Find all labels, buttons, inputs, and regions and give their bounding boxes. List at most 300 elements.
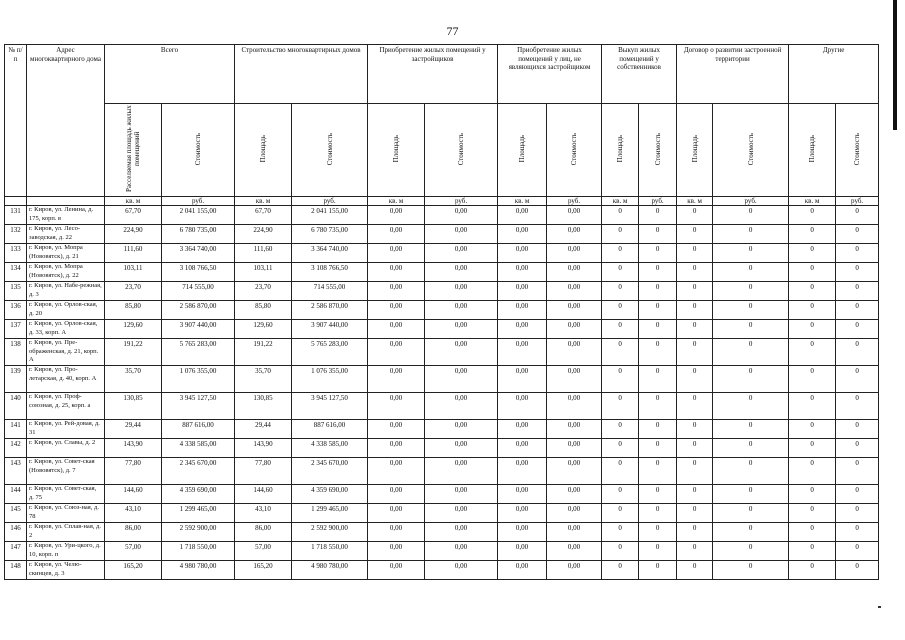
row-value: 3 364 740,00 xyxy=(162,244,235,263)
row-value: 0,00 xyxy=(368,282,425,301)
header-row-groups xyxy=(5,45,879,104)
row-value: 0,00 xyxy=(368,485,425,504)
subheader-cell xyxy=(235,104,292,197)
row-value: 0 xyxy=(639,420,677,439)
row-value: 0 xyxy=(836,420,879,439)
row-value: 0,00 xyxy=(498,420,547,439)
row-value: 0 xyxy=(836,561,879,580)
row-value: 0,00 xyxy=(368,206,425,225)
row-address: г. Киров, ул. Про-летарская, д. 40, корп. А xyxy=(27,366,105,393)
row-value: 224,90 xyxy=(105,225,162,244)
header-group-purchase-others: Приобретение жилых помещений у лиц, не являющихся застройщиком xyxy=(498,45,602,104)
row-value: 0,00 xyxy=(368,225,425,244)
row-value: 35,70 xyxy=(235,366,292,393)
row-value: 57,00 xyxy=(235,542,292,561)
row-value: 0,00 xyxy=(368,393,425,420)
row-value: 0 xyxy=(836,263,879,282)
row-value: 0 xyxy=(836,339,879,366)
unit-label: кв. м xyxy=(235,197,292,206)
row-value: 0 xyxy=(713,244,789,263)
row-value: 0,00 xyxy=(498,225,547,244)
row-value: 0 xyxy=(713,420,789,439)
row-value: 0 xyxy=(836,206,879,225)
subheader-cell xyxy=(368,104,425,197)
row-number: 137 xyxy=(5,320,27,339)
row-value: 0,00 xyxy=(547,366,602,393)
row-address: г. Киров, ул. Сплав-ная, д. 2 xyxy=(27,523,105,542)
table-row xyxy=(5,542,879,561)
row-value: 0,00 xyxy=(547,263,602,282)
row-value: 0,00 xyxy=(498,393,547,420)
table-body xyxy=(5,206,879,580)
row-value: 0 xyxy=(789,225,836,244)
row-value: 0 xyxy=(789,485,836,504)
row-value: 0 xyxy=(639,458,677,485)
row-value: 224,90 xyxy=(235,225,292,244)
row-value: 85,80 xyxy=(105,301,162,320)
row-value: 0 xyxy=(836,366,879,393)
row-value: 0,00 xyxy=(547,561,602,580)
row-value: 0 xyxy=(713,320,789,339)
row-value: 0 xyxy=(677,458,713,485)
row-value: 0 xyxy=(789,393,836,420)
header-group-development-contract: Договор о развитии застроенной территории xyxy=(677,45,789,104)
row-value: 0 xyxy=(836,485,879,504)
scan-speck xyxy=(878,606,881,608)
row-value: 0,00 xyxy=(498,282,547,301)
row-value: 0 xyxy=(789,339,836,366)
row-value: 0 xyxy=(713,393,789,420)
row-value: 0,00 xyxy=(498,439,547,458)
row-value: 0,00 xyxy=(498,504,547,523)
row-value: 0 xyxy=(836,542,879,561)
row-value: 0 xyxy=(639,320,677,339)
row-value: 0 xyxy=(713,366,789,393)
subheader-label: Площадь xyxy=(259,135,268,163)
row-value: 0 xyxy=(602,523,639,542)
unit-label: кв. м xyxy=(677,197,713,206)
row-value: 0 xyxy=(602,366,639,393)
row-value: 4 980 780,00 xyxy=(292,561,368,580)
row-value: 0,00 xyxy=(547,206,602,225)
row-value: 0 xyxy=(639,393,677,420)
row-value: 29,44 xyxy=(235,420,292,439)
row-value: 3 364 740,00 xyxy=(292,244,368,263)
row-value: 0,00 xyxy=(498,339,547,366)
row-value: 0 xyxy=(639,504,677,523)
units-blank xyxy=(27,197,105,206)
row-value: 0 xyxy=(602,458,639,485)
row-value: 0,00 xyxy=(425,263,498,282)
row-value: 0,00 xyxy=(368,523,425,542)
row-value: 0 xyxy=(713,206,789,225)
table-row xyxy=(5,282,879,301)
subheader-cell xyxy=(292,104,368,197)
row-value: 0,00 xyxy=(425,504,498,523)
row-value: 0,00 xyxy=(425,206,498,225)
row-value: 4 359 690,00 xyxy=(292,485,368,504)
row-value: 0,00 xyxy=(368,366,425,393)
row-value: 0 xyxy=(789,542,836,561)
row-value: 0,00 xyxy=(368,339,425,366)
row-value: 0 xyxy=(639,244,677,263)
row-value: 1 299 465,00 xyxy=(292,504,368,523)
row-value: 144,60 xyxy=(235,485,292,504)
row-value: 0,00 xyxy=(425,301,498,320)
row-value: 0,00 xyxy=(498,244,547,263)
row-value: 77,80 xyxy=(235,458,292,485)
row-value: 0 xyxy=(713,282,789,301)
row-value: 6 780 735,00 xyxy=(292,225,368,244)
unit-label: кв. м xyxy=(105,197,162,206)
row-value: 0,00 xyxy=(498,485,547,504)
unit-label: руб. xyxy=(836,197,879,206)
row-value: 143,90 xyxy=(105,439,162,458)
row-value: 5 765 283,00 xyxy=(292,339,368,366)
row-value: 0 xyxy=(639,366,677,393)
row-value: 0,00 xyxy=(547,439,602,458)
subheader-label: Площадь xyxy=(690,135,699,163)
row-value: 6 780 735,00 xyxy=(162,225,235,244)
unit-label: руб. xyxy=(425,197,498,206)
row-value: 3 907 440,00 xyxy=(292,320,368,339)
row-value: 0 xyxy=(713,339,789,366)
row-value: 0 xyxy=(677,320,713,339)
row-address: г. Киров, ул. Совет-ская (Нововятск), д. 7 xyxy=(27,458,105,485)
row-value: 0 xyxy=(789,244,836,263)
row-value: 0,00 xyxy=(368,244,425,263)
subheader-cell xyxy=(105,104,162,197)
row-number: 146 xyxy=(5,523,27,542)
unit-label: руб. xyxy=(547,197,602,206)
table-row xyxy=(5,504,879,523)
row-value: 0 xyxy=(639,206,677,225)
row-value: 0,00 xyxy=(425,320,498,339)
row-address: г. Киров, ул. Славы, д. 2 xyxy=(27,439,105,458)
row-value: 887 616,00 xyxy=(292,420,368,439)
row-value: 0 xyxy=(836,439,879,458)
row-value: 43,10 xyxy=(105,504,162,523)
row-address: г. Киров, ул. Мопра (Нововятск), д. 22 xyxy=(27,263,105,282)
row-value: 0 xyxy=(677,485,713,504)
row-number: 143 xyxy=(5,458,27,485)
row-address: г. Киров, ул. Ленина, д. 175, корп. в xyxy=(27,206,105,225)
table-row xyxy=(5,301,879,320)
row-value: 0 xyxy=(789,458,836,485)
header-group-construction: Строительство многоквартирных домов xyxy=(235,45,368,104)
row-value: 0 xyxy=(639,523,677,542)
row-value: 0,00 xyxy=(547,225,602,244)
row-value: 191,22 xyxy=(105,339,162,366)
row-value: 0 xyxy=(836,504,879,523)
row-value: 3 945 127,50 xyxy=(292,393,368,420)
row-value: 165,20 xyxy=(235,561,292,580)
row-value: 0 xyxy=(713,485,789,504)
row-value: 1 718 550,00 xyxy=(162,542,235,561)
table-row xyxy=(5,458,879,485)
row-value: 0 xyxy=(713,458,789,485)
subheader-label: Расселяемая площадь жилых помещений xyxy=(125,105,141,193)
row-value: 130,85 xyxy=(105,393,162,420)
row-value: 0,00 xyxy=(368,439,425,458)
row-value: 0 xyxy=(836,393,879,420)
resettlement-table xyxy=(4,44,879,580)
row-value: 0 xyxy=(713,225,789,244)
subheader-label: Стоимость xyxy=(457,132,466,166)
row-value: 130,85 xyxy=(235,393,292,420)
row-number: 134 xyxy=(5,263,27,282)
subheader-cell xyxy=(547,104,602,197)
row-number: 133 xyxy=(5,244,27,263)
row-value: 0 xyxy=(789,320,836,339)
row-value: 0 xyxy=(639,485,677,504)
row-value: 129,60 xyxy=(105,320,162,339)
row-number: 144 xyxy=(5,485,27,504)
row-value: 0 xyxy=(677,244,713,263)
header-group-buyout: Выкуп жилых помещений у собственников xyxy=(602,45,677,104)
row-value: 0,00 xyxy=(547,542,602,561)
subheader-cell xyxy=(789,104,836,197)
subheader-label: Площадь xyxy=(392,135,401,163)
row-value: 4 338 585,00 xyxy=(162,439,235,458)
subheader-cell xyxy=(602,104,639,197)
row-value: 0 xyxy=(677,393,713,420)
row-value: 0 xyxy=(602,263,639,282)
row-value: 0,00 xyxy=(547,458,602,485)
table-row xyxy=(5,561,879,580)
row-value: 0 xyxy=(713,504,789,523)
row-value: 0,00 xyxy=(425,225,498,244)
row-number: 145 xyxy=(5,504,27,523)
row-value: 143,90 xyxy=(235,439,292,458)
row-value: 0,00 xyxy=(498,301,547,320)
row-value: 1 076 355,00 xyxy=(162,366,235,393)
row-value: 0,00 xyxy=(547,282,602,301)
unit-label: кв. м xyxy=(602,197,639,206)
row-value: 165,20 xyxy=(105,561,162,580)
table-row xyxy=(5,320,879,339)
row-value: 0,00 xyxy=(547,523,602,542)
row-value: 0 xyxy=(602,301,639,320)
row-value: 2 586 870,00 xyxy=(162,301,235,320)
row-value: 0,00 xyxy=(498,561,547,580)
row-value: 0 xyxy=(602,542,639,561)
row-value: 77,80 xyxy=(105,458,162,485)
row-value: 0 xyxy=(713,439,789,458)
row-value: 0 xyxy=(677,263,713,282)
header-address: Адрес многоквартирного дома xyxy=(27,45,105,197)
row-value: 0 xyxy=(789,561,836,580)
row-value: 714 555,00 xyxy=(162,282,235,301)
row-value: 0 xyxy=(713,301,789,320)
subheader-label: Площадь xyxy=(808,135,817,163)
row-value: 0 xyxy=(789,504,836,523)
row-address: г. Киров, ул. Орлов-ская, д. 33, корп. А xyxy=(27,320,105,339)
row-value: 0,00 xyxy=(368,561,425,580)
row-value: 67,70 xyxy=(105,206,162,225)
row-value: 0 xyxy=(602,420,639,439)
unit-label: руб. xyxy=(713,197,789,206)
table-row xyxy=(5,225,879,244)
row-number: 147 xyxy=(5,542,27,561)
row-address: г. Киров, ул. Пре-ображенская, д. 21, корп. А xyxy=(27,339,105,366)
row-value: 0,00 xyxy=(547,393,602,420)
row-value: 4 338 585,00 xyxy=(292,439,368,458)
row-value: 129,60 xyxy=(235,320,292,339)
row-value: 0 xyxy=(789,439,836,458)
row-value: 103,11 xyxy=(105,263,162,282)
subheader-label: Стоимость xyxy=(853,132,862,166)
row-value: 2 586 870,00 xyxy=(292,301,368,320)
row-value: 0 xyxy=(639,263,677,282)
row-value: 0,00 xyxy=(425,458,498,485)
subheader-cell xyxy=(498,104,547,197)
units-blank xyxy=(5,197,27,206)
table-row xyxy=(5,366,879,393)
row-value: 23,70 xyxy=(105,282,162,301)
unit-label: кв. м xyxy=(368,197,425,206)
row-value: 0 xyxy=(677,225,713,244)
row-value: 0 xyxy=(789,420,836,439)
subheader-cell xyxy=(836,104,879,197)
row-value: 0 xyxy=(602,206,639,225)
header-row-subcolumns xyxy=(5,104,879,197)
row-value: 0 xyxy=(602,339,639,366)
row-value: 3 945 127,50 xyxy=(162,393,235,420)
row-value: 0 xyxy=(677,301,713,320)
row-address: г. Киров, ул. Орлов-ская, д. 20 xyxy=(27,301,105,320)
row-address: г. Киров, ул. Лесо-заводская, д. 22 xyxy=(27,225,105,244)
header-group-total: Всего xyxy=(105,45,235,104)
row-value: 1 718 550,00 xyxy=(292,542,368,561)
subheader-label: Стоимость xyxy=(194,132,202,166)
row-value: 887 616,00 xyxy=(162,420,235,439)
row-value: 0 xyxy=(639,439,677,458)
table-row xyxy=(5,523,879,542)
row-value: 0,00 xyxy=(547,504,602,523)
table-row xyxy=(5,420,879,439)
row-value: 0 xyxy=(836,320,879,339)
row-number: 135 xyxy=(5,282,27,301)
row-value: 0 xyxy=(639,301,677,320)
subheader-label: Площадь xyxy=(616,135,625,163)
row-value: 0 xyxy=(713,523,789,542)
row-address: г. Киров, ул. Набе-режная, д. 3 xyxy=(27,282,105,301)
row-value: 0,00 xyxy=(498,458,547,485)
row-value: 86,00 xyxy=(105,523,162,542)
header-num: № п/п xyxy=(5,45,27,197)
row-value: 0,00 xyxy=(425,485,498,504)
row-value: 67,70 xyxy=(235,206,292,225)
row-number: 136 xyxy=(5,301,27,320)
row-value: 111,60 xyxy=(235,244,292,263)
row-value: 0,00 xyxy=(425,542,498,561)
row-value: 0,00 xyxy=(498,263,547,282)
row-number: 141 xyxy=(5,420,27,439)
row-number: 142 xyxy=(5,439,27,458)
subheader-cell xyxy=(677,104,713,197)
table-row xyxy=(5,244,879,263)
row-value: 0 xyxy=(602,244,639,263)
table-row xyxy=(5,393,879,420)
subheader-label: Стоимость xyxy=(325,132,334,166)
unit-label: руб. xyxy=(292,197,368,206)
scan-edge-mark xyxy=(893,0,897,130)
row-value: 0,00 xyxy=(547,320,602,339)
table-row xyxy=(5,206,879,225)
row-value: 0 xyxy=(602,504,639,523)
header-group-other: Другие xyxy=(789,45,879,104)
row-value: 103,11 xyxy=(235,263,292,282)
unit-label: руб. xyxy=(639,197,677,206)
row-value: 0 xyxy=(602,439,639,458)
row-value: 0 xyxy=(602,282,639,301)
row-value: 0,00 xyxy=(425,393,498,420)
row-value: 0,00 xyxy=(368,542,425,561)
row-value: 0 xyxy=(713,542,789,561)
row-value: 144,60 xyxy=(105,485,162,504)
row-value: 0 xyxy=(677,366,713,393)
subheader-label: Стоимость xyxy=(746,132,755,166)
row-value: 0,00 xyxy=(368,420,425,439)
row-value: 0 xyxy=(602,485,639,504)
row-value: 0 xyxy=(602,225,639,244)
row-value: 0 xyxy=(789,206,836,225)
row-value: 23,70 xyxy=(235,282,292,301)
row-value: 2 345 670,00 xyxy=(292,458,368,485)
row-address: г. Киров, ул. Мопра (Нововятск), д. 21 xyxy=(27,244,105,263)
unit-label: руб. xyxy=(162,197,235,206)
row-value: 0,00 xyxy=(425,366,498,393)
row-value: 0 xyxy=(639,542,677,561)
unit-label: кв. м xyxy=(789,197,836,206)
row-value: 29,44 xyxy=(105,420,162,439)
row-value: 0,00 xyxy=(547,244,602,263)
row-value: 0 xyxy=(677,439,713,458)
row-value: 0,00 xyxy=(498,542,547,561)
row-number: 132 xyxy=(5,225,27,244)
row-value: 4 359 690,00 xyxy=(162,485,235,504)
row-value: 111,60 xyxy=(105,244,162,263)
header-group-purchase-developers: Приобретение жилых помещений у застройщиков xyxy=(368,45,498,104)
row-value: 0 xyxy=(677,420,713,439)
row-value: 4 980 780,00 xyxy=(162,561,235,580)
row-value: 0,00 xyxy=(547,420,602,439)
row-value: 85,80 xyxy=(235,301,292,320)
row-value: 2 041 155,00 xyxy=(162,206,235,225)
row-value: 0 xyxy=(677,339,713,366)
row-value: 0 xyxy=(677,504,713,523)
unit-label: кв. м xyxy=(498,197,547,206)
row-address: г. Киров, ул. Проф-союзная, д. 25, корп. а xyxy=(27,393,105,420)
row-value: 0 xyxy=(713,263,789,282)
row-number: 138 xyxy=(5,339,27,366)
row-value: 3 108 766,50 xyxy=(162,263,235,282)
row-value: 0,00 xyxy=(425,339,498,366)
header-row-units xyxy=(5,197,879,206)
row-value: 3 907 440,00 xyxy=(162,320,235,339)
row-number: 140 xyxy=(5,393,27,420)
row-value: 0 xyxy=(789,366,836,393)
row-value: 0,00 xyxy=(368,320,425,339)
row-address: г. Киров, ул. Совет-ская, д. 75 xyxy=(27,485,105,504)
table-row xyxy=(5,485,879,504)
row-address: г. Киров, ул. Челю-скинцев, д. 3 xyxy=(27,561,105,580)
row-value: 0,00 xyxy=(425,282,498,301)
row-value: 0,00 xyxy=(547,339,602,366)
row-value: 2 592 900,00 xyxy=(292,523,368,542)
row-value: 43,10 xyxy=(235,504,292,523)
